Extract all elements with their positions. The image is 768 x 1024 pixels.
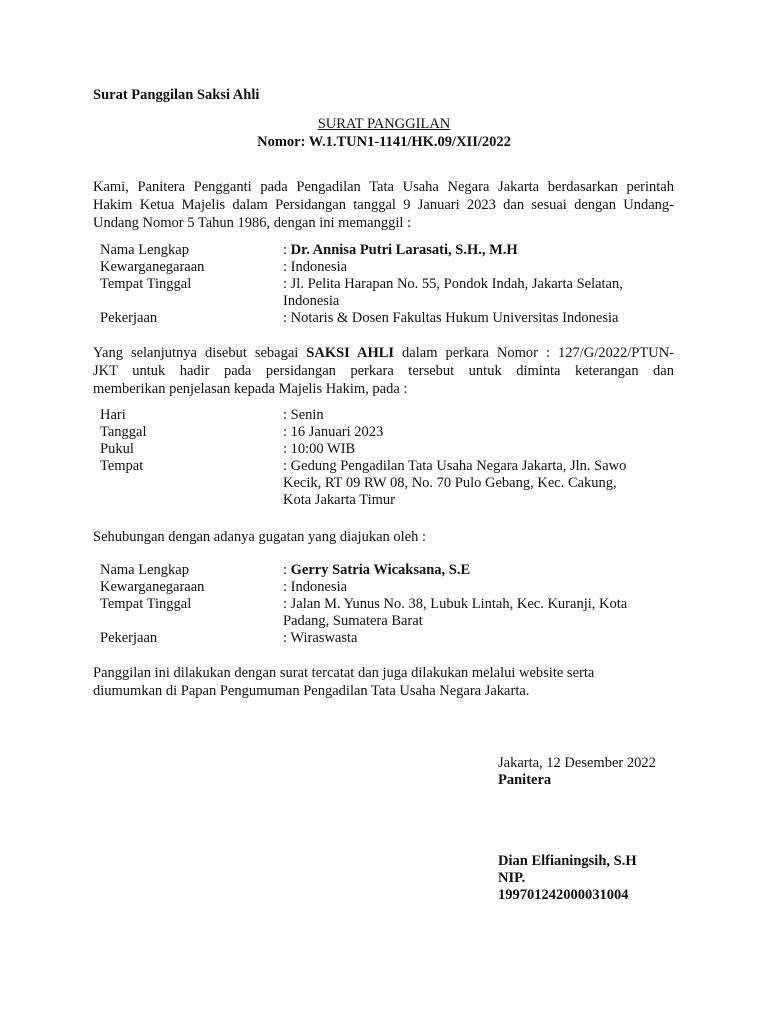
schedule-details <box>100 407 660 509</box>
plaintiff-details <box>100 562 660 647</box>
witness-details <box>100 242 660 327</box>
witness-citizenship-row <box>100 259 660 276</box>
field-value: : Indonesia <box>283 579 348 595</box>
intro-paragraph <box>93 178 674 232</box>
closing-paragraph <box>93 664 674 700</box>
saksi-ahli-term: SAKSI AHLI <box>306 345 395 361</box>
witness-address-row <box>100 276 660 310</box>
document-heading: Surat Panggilan Saksi Ahli <box>93 87 260 103</box>
field-label: Pukul <box>100 441 134 457</box>
schedule-time-row <box>100 441 660 458</box>
witness-job-row <box>100 310 660 327</box>
letter-title: SURAT PANGGILAN <box>317 116 451 132</box>
field-label: Tempat Tinggal <box>100 596 192 612</box>
plaintiff-name-row <box>100 562 660 579</box>
nip-label: NIP. <box>498 870 526 886</box>
field-value: : Jalan M. Yunus No. 38, Lubuk Lintah, Kec. Kuranji, Kota Padang, Sumatera Barat <box>283 596 628 629</box>
plaintiff-citizenship-row <box>100 579 660 596</box>
closing-line: Panggilan ini dilakukan dengan surat tercatat dan juga dilakukan melalui website serta <box>93 665 595 681</box>
signature-place-date <box>498 755 656 789</box>
signature-block <box>498 853 637 904</box>
field-value: : Wiraswasta <box>283 630 358 646</box>
field-label: Nama Lengkap <box>100 562 189 578</box>
title-block <box>0 115 768 151</box>
schedule-day-row <box>100 407 660 424</box>
field-label: Pekerjaan <box>100 310 158 326</box>
field-value: : 16 Januari 2023 <box>283 424 384 440</box>
witness-name-row <box>100 242 660 259</box>
plaintiff-job-row <box>100 630 660 647</box>
field-label: Nama Lengkap <box>100 242 189 258</box>
field-value: : Senin <box>283 407 324 423</box>
field-label: Kewarganegaraan <box>100 579 205 595</box>
field-label: Pekerjaan <box>100 630 158 646</box>
field-label: Hari <box>100 407 126 423</box>
field-value: : 10:00 WIB <box>283 441 356 457</box>
schedule-place-row <box>100 458 660 509</box>
plaintiff-name: Gerry Satria Wicaksana, S.E <box>290 562 471 578</box>
intro-line: Hakim Ketua Majelis dalam Persidangan tanggal 9 Januari 2023 dan sesuai dengan Undang- <box>93 197 674 213</box>
case-line: JKT untuk hadir pada persidangan perkara tersebut untuk diminta keterangan dan <box>93 363 674 379</box>
case-paragraph <box>93 344 674 398</box>
case-line: memberikan penjelasan kepada Majelis Hakim, pada : <box>93 381 408 397</box>
field-value: : Indonesia <box>283 259 348 275</box>
field-label: Tempat <box>100 458 144 474</box>
field-value: : Dr. Annisa Putri Larasati, S.H., M.H <box>283 242 518 258</box>
plaintiff-address-row <box>100 596 660 630</box>
signer-role: Panitera <box>498 772 552 788</box>
lawsuit-intro: Sehubungan dengan adanya gugatan yang diajukan oleh : <box>93 529 426 545</box>
field-value: : Gerry Satria Wicaksana, S.E <box>283 562 471 578</box>
case-line: Yang selanjutnya disebut sebagai SAKSI AHLI dalam perkara Nomor : 127/G/2022/PTUN- <box>93 345 674 361</box>
field-label: Kewarganegaraan <box>100 259 205 275</box>
signer-name: Dian Elfianingsih, S.H <box>498 853 637 869</box>
place-date: Jakarta, 12 Desember 2022 <box>498 755 656 771</box>
field-value: : Gedung Pengadilan Tata Usaha Negara Jakarta, Jln. Sawo Kecik, RT 09 RW 08, No. 70 Pulo Gebang, Kec. Cakung, Kota Jakarta Timur <box>283 458 627 508</box>
intro-line: Undang Nomor 5 Tahun 1986, dengan ini memanggil : <box>93 215 412 231</box>
nip-number: 199701242000031004 <box>498 887 629 903</box>
field-value: : Jl. Pelita Harapan No. 55, Pondok Indah, Jakarta Selatan, Indonesia <box>283 276 623 309</box>
witness-name: Dr. Annisa Putri Larasati, S.H., M.H <box>290 242 518 258</box>
intro-line: Kami, Panitera Pengganti pada Pengadilan Tata Usaha Negara Jakarta berdasarkan perintah <box>93 179 674 195</box>
field-label: Tempat Tinggal <box>100 276 192 292</box>
field-label: Tanggal <box>100 424 147 440</box>
field-value: : Notaris & Dosen Fakultas Hukum Universitas Indonesia <box>283 310 619 326</box>
letter-number: Nomor: W.1.TUN1-1141/HK.09/XII/2022 <box>257 134 511 150</box>
closing-line: diumumkan di Papan Pengumuman Pengadilan Tata Usaha Negara Jakarta. <box>93 683 530 699</box>
schedule-date-row <box>100 424 660 441</box>
